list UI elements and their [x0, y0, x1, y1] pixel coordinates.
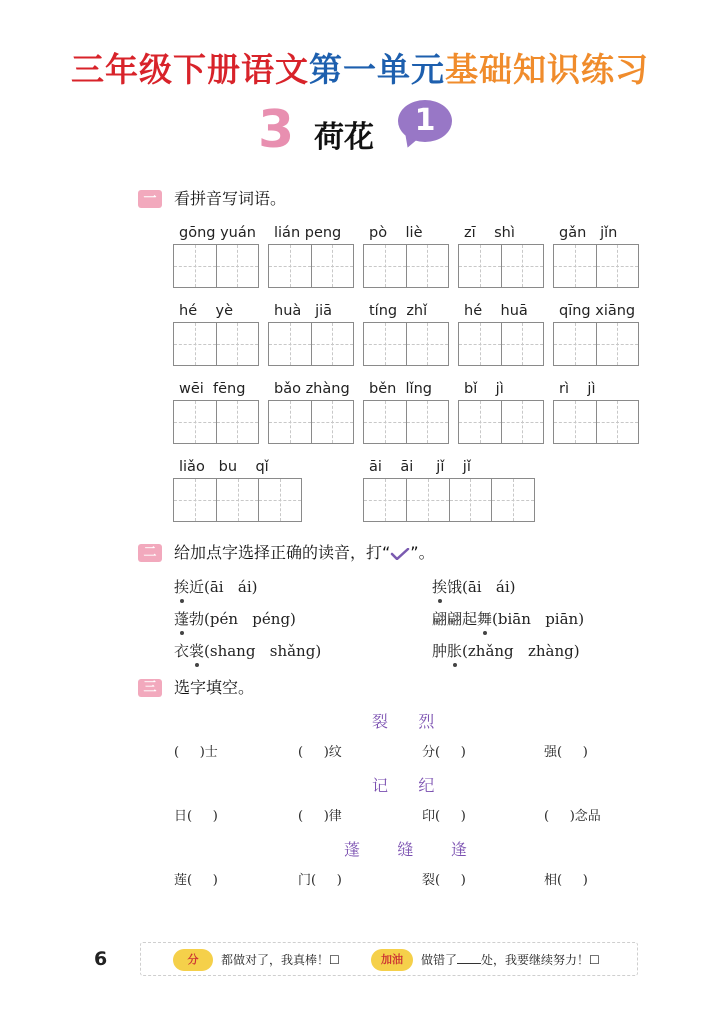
tian-grid-cell[interactable]	[174, 245, 217, 287]
reading-item[interactable]	[432, 609, 584, 629]
tian-grid-cell[interactable]	[364, 323, 407, 365]
tian-grid-cell[interactable]	[364, 401, 407, 443]
fill-blank-item[interactable]: 强( )	[544, 745, 588, 760]
reading-item-lead: 衣	[174, 642, 190, 660]
pinyin-label: qīng xiāng	[559, 303, 636, 319]
dotted-char: 舞	[477, 610, 493, 628]
lesson-name: 荷花	[314, 120, 374, 155]
tian-grid-cell[interactable]	[312, 245, 354, 287]
reading-item[interactable]	[174, 577, 258, 597]
section3-title: 选字填空。	[174, 678, 255, 697]
tian-grid-cell[interactable]	[364, 245, 407, 287]
cheer-badge-icon	[371, 949, 413, 971]
tian-grid-cell[interactable]	[217, 245, 259, 287]
cheer-badge-label: 加油	[381, 953, 403, 966]
writing-box[interactable]	[173, 400, 259, 444]
tian-grid-cell[interactable]	[450, 479, 493, 521]
pinyin-label: zī shì	[464, 225, 515, 241]
tian-grid-cell[interactable]	[459, 323, 502, 365]
mistake-count-blank[interactable]	[457, 952, 481, 964]
mistakes-text-before: 做错了	[421, 953, 458, 967]
tian-grid-cell[interactable]	[269, 401, 312, 443]
tian-grid-cell[interactable]	[364, 479, 407, 521]
writing-box[interactable]	[458, 400, 544, 444]
pinyin-label: bǐ jì	[464, 381, 504, 397]
reading-item[interactable]	[174, 641, 321, 661]
reading-item-rest: (zhǎng zhàng)	[462, 642, 580, 660]
tian-grid-cell[interactable]	[597, 245, 639, 287]
fill-blank-item[interactable]: 裂( )	[422, 873, 466, 888]
page-number: 6	[94, 948, 108, 970]
tian-grid-cell[interactable]	[554, 401, 597, 443]
pinyin-label: wēi fēng	[179, 381, 246, 397]
writing-box[interactable]	[553, 400, 639, 444]
section1-title: 看拼音写词语。	[174, 189, 287, 208]
section3-badge: 三	[138, 679, 162, 697]
section2-title-before: 给加点字选择正确的读音，打“	[174, 543, 391, 562]
writing-box[interactable]	[268, 322, 354, 366]
dotted-char: 蓬	[174, 610, 190, 628]
writing-box[interactable]	[553, 244, 639, 288]
tian-grid-cell[interactable]	[407, 479, 450, 521]
pinyin-label: gōng yuán	[179, 225, 256, 241]
choice-chars: 蓬 缝 逢	[344, 840, 469, 859]
title-part-unit: 第一单元	[309, 50, 445, 89]
writing-box[interactable]	[553, 322, 639, 366]
writing-box[interactable]	[363, 244, 449, 288]
tian-grid-cell[interactable]	[407, 323, 449, 365]
choice-chars: 裂 烈	[372, 712, 437, 731]
writing-box[interactable]	[173, 322, 259, 366]
tian-grid-cell[interactable]	[492, 479, 534, 521]
pinyin-label: hé yè	[179, 303, 234, 319]
pinyin-label: huà jiā	[274, 303, 333, 319]
tian-grid-cell[interactable]	[407, 245, 449, 287]
pinyin-label: lián peng	[274, 225, 342, 241]
reading-item-lead: 翩翩起	[432, 610, 478, 628]
reading-item-rest: (shang shǎng)	[204, 642, 322, 660]
pinyin-label: bǎo zhàng	[274, 381, 350, 397]
tian-grid-cell[interactable]	[459, 245, 502, 287]
mistakes-text[interactable]	[421, 951, 600, 968]
reading-item-rest: 饿(āi ái)	[447, 578, 516, 596]
writing-box[interactable]	[458, 322, 544, 366]
section1-badge: 一	[138, 190, 162, 208]
writing-box[interactable]	[173, 478, 302, 522]
section2-title	[174, 543, 435, 563]
score-badge-label: 分	[187, 953, 199, 966]
tian-grid-cell[interactable]	[312, 401, 354, 443]
writing-box[interactable]	[458, 244, 544, 288]
self-assessment-bar	[140, 942, 638, 976]
tian-grid-cell[interactable]	[502, 245, 544, 287]
title-part-topic: 基础知识练习	[445, 50, 649, 89]
lesson-number: 3	[258, 100, 295, 160]
fill-blank-item[interactable]: 莲( )	[174, 873, 218, 888]
tian-grid-cell[interactable]	[554, 245, 597, 287]
reading-item[interactable]	[174, 609, 296, 629]
fill-blank-item[interactable]: 相( )	[544, 873, 588, 888]
writing-box[interactable]	[268, 244, 354, 288]
pinyin-label: pò liè	[369, 225, 423, 241]
tian-grid-cell[interactable]	[174, 401, 217, 443]
pinyin-label: gǎn jǐn	[559, 225, 618, 241]
section2-badge: 二	[138, 544, 162, 562]
pinyin-label: āi āi jǐ jǐ	[369, 459, 471, 475]
reading-item-lead: 肿	[432, 642, 448, 660]
reading-item-rest: 勃(pén péng)	[189, 610, 296, 628]
dotted-char: 裳	[189, 642, 205, 660]
fill-blank-item[interactable]: 印( )	[422, 809, 466, 824]
tian-grid-cell[interactable]	[502, 401, 544, 443]
page-title	[0, 44, 720, 91]
tian-grid-cell[interactable]	[597, 401, 639, 443]
fill-blank-item[interactable]: ( )念品	[544, 809, 601, 824]
tian-grid-cell[interactable]	[597, 323, 639, 365]
tian-grid-cell[interactable]	[217, 479, 260, 521]
reading-item-rest: (biān piān)	[492, 610, 585, 628]
writing-box[interactable]	[363, 400, 449, 444]
tian-grid-cell[interactable]	[502, 323, 544, 365]
writing-box[interactable]	[173, 244, 259, 288]
fill-blank-item[interactable]: ( )纹	[298, 745, 342, 760]
part-bubble-icon: 1	[398, 100, 452, 142]
tian-grid-cell[interactable]	[259, 479, 301, 521]
title-part-grade: 三年级下册语文	[71, 50, 309, 89]
tian-grid-cell[interactable]	[217, 323, 259, 365]
checkmark-icon	[390, 548, 410, 560]
tian-grid-cell[interactable]	[174, 323, 217, 365]
tian-grid-cell[interactable]	[554, 323, 597, 365]
fill-blank-item[interactable]: ( )士	[174, 745, 218, 760]
dotted-char: 胀	[447, 642, 463, 660]
all-correct-text[interactable]: 都做对了，我真棒！☐	[221, 953, 340, 967]
pinyin-label: běn lǐng	[369, 381, 432, 397]
tian-grid-cell[interactable]	[174, 479, 217, 521]
score-badge-icon	[173, 949, 213, 971]
dotted-char: 挨	[174, 578, 190, 596]
pinyin-label: liǎo bu qǐ	[179, 459, 269, 475]
tian-grid-cell[interactable]	[269, 245, 312, 287]
tian-grid-cell[interactable]	[459, 401, 502, 443]
mistakes-text-after: 处，我要继续努力！☐	[481, 953, 600, 967]
dotted-char: 挨	[432, 578, 448, 596]
reading-item[interactable]	[432, 577, 516, 597]
pinyin-label: rì jì	[559, 381, 596, 397]
reading-item-rest: 近(āi ái)	[189, 578, 258, 596]
fill-blank-item[interactable]: ( )律	[298, 809, 342, 824]
fill-blank-item[interactable]: 日( )	[174, 809, 218, 824]
choice-chars: 记 纪	[372, 776, 437, 795]
tian-grid-cell[interactable]	[269, 323, 312, 365]
pinyin-label: tíng zhǐ	[369, 303, 428, 319]
fill-blank-item[interactable]: 门( )	[298, 873, 342, 888]
writing-box[interactable]	[363, 322, 449, 366]
tian-grid-cell[interactable]	[312, 323, 354, 365]
tian-grid-cell[interactable]	[407, 401, 449, 443]
writing-box[interactable]	[268, 400, 354, 444]
writing-box[interactable]	[363, 478, 535, 522]
fill-blank-item[interactable]: 分( )	[422, 745, 466, 760]
reading-item[interactable]	[432, 641, 580, 661]
pinyin-label: hé huā	[464, 303, 528, 319]
tian-grid-cell[interactable]	[217, 401, 259, 443]
section2-title-after: ”。	[410, 543, 435, 562]
